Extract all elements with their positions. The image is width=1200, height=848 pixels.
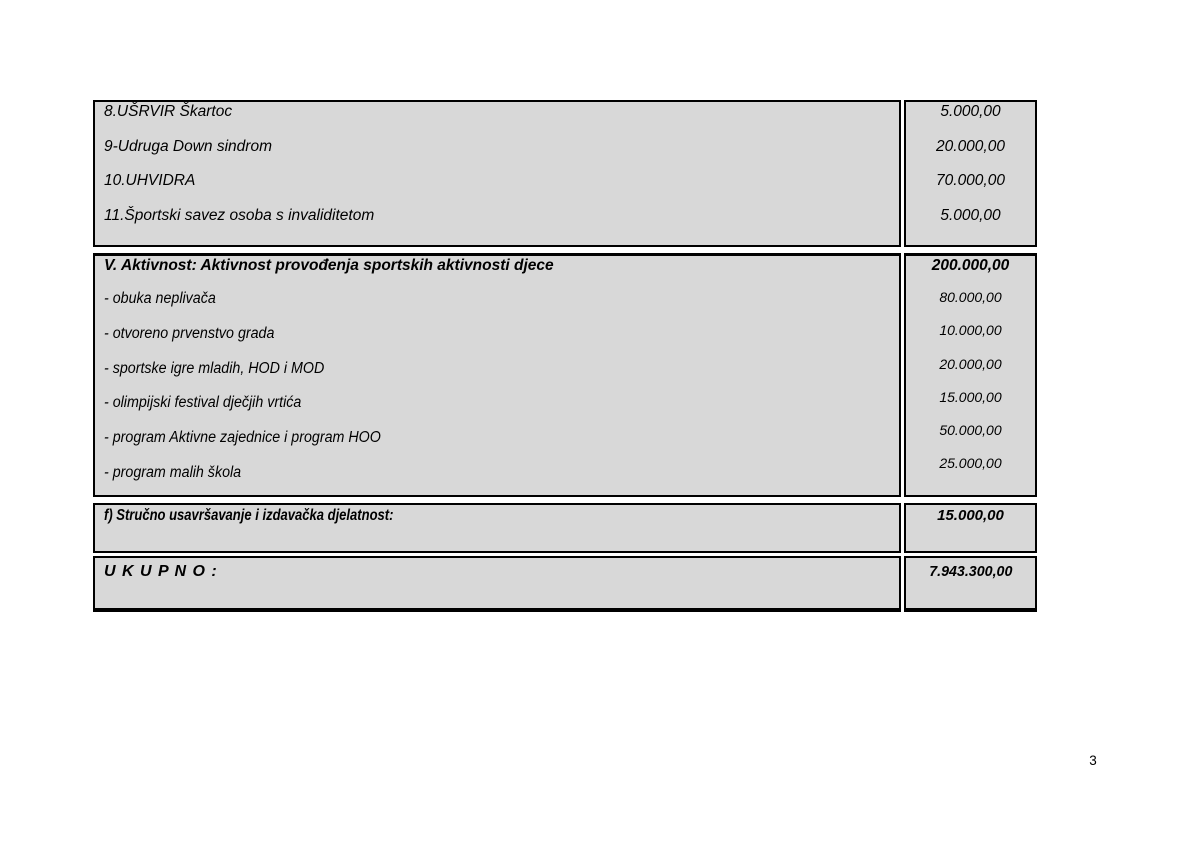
f-row-label-cell	[93, 503, 901, 553]
total-value: 7.943.300,00	[928, 563, 1013, 580]
table-row-value: 5.000,00	[940, 206, 1001, 224]
activity-item-value: 10.000,00	[939, 322, 1002, 339]
budget-table	[93, 100, 1037, 612]
activity-labels-cell	[93, 253, 901, 497]
associations-values-cell	[904, 100, 1037, 247]
page-number: 3	[1089, 753, 1097, 768]
activity-header-label: V. Aktivnost: Aktivnost provođenja sportskih aktivnosti djece	[104, 257, 554, 274]
total-value-cell	[904, 556, 1037, 612]
activity-values-cell	[904, 253, 1037, 497]
f-row-label: f) Stručno usavršavanje i izdavačka djelatnost:	[104, 507, 394, 524]
activity-item-label: - program malih škola	[104, 463, 242, 481]
activity-item-value: 20.000,00	[939, 355, 1002, 372]
table-block-f-row	[93, 503, 1037, 553]
table-row-value: 5.000,00	[940, 103, 1001, 120]
activity-header-value: 200.000,00	[931, 257, 1010, 274]
f-row-value-cell	[904, 503, 1037, 553]
table-block-total	[93, 556, 1037, 612]
activity-item-value: 15.000,00	[939, 388, 1002, 405]
table-row-value: 20.000,00	[936, 137, 1005, 155]
total-label: U K U P N O :	[104, 563, 218, 580]
activity-item-value: 25.000,00	[939, 455, 1002, 472]
table-block-associations	[93, 100, 1037, 247]
activity-item-label: - otvoreno prvenstvo grada	[104, 324, 275, 342]
associations-labels-cell	[93, 100, 901, 247]
table-row-label: 8.UŠRVIR Škartoc	[104, 103, 233, 120]
activity-item-value: 80.000,00	[939, 289, 1002, 305]
table-row-label: 11.Športski savez osoba s invaliditetom	[104, 206, 375, 224]
activity-item-value: 50.000,00	[939, 422, 1002, 439]
total-label-cell	[93, 556, 901, 612]
table-row-value: 70.000,00	[936, 172, 1005, 189]
f-row-value: 15.000,00	[937, 507, 1004, 524]
activity-item-label: - olimpijski festival dječjih vrtića	[104, 394, 302, 412]
activity-item-label: - sportske igre mladih, HOD i MOD	[104, 359, 325, 377]
table-row-label: 9-Udruga Down sindrom	[104, 137, 272, 155]
activity-item-label: - program Aktivne zajednice i program HOO	[104, 429, 381, 447]
table-row-label: 10.UHVIDRA	[104, 172, 196, 189]
table-block-activity-v	[93, 253, 1037, 497]
activity-item-label: - obuka neplivača	[104, 290, 216, 307]
